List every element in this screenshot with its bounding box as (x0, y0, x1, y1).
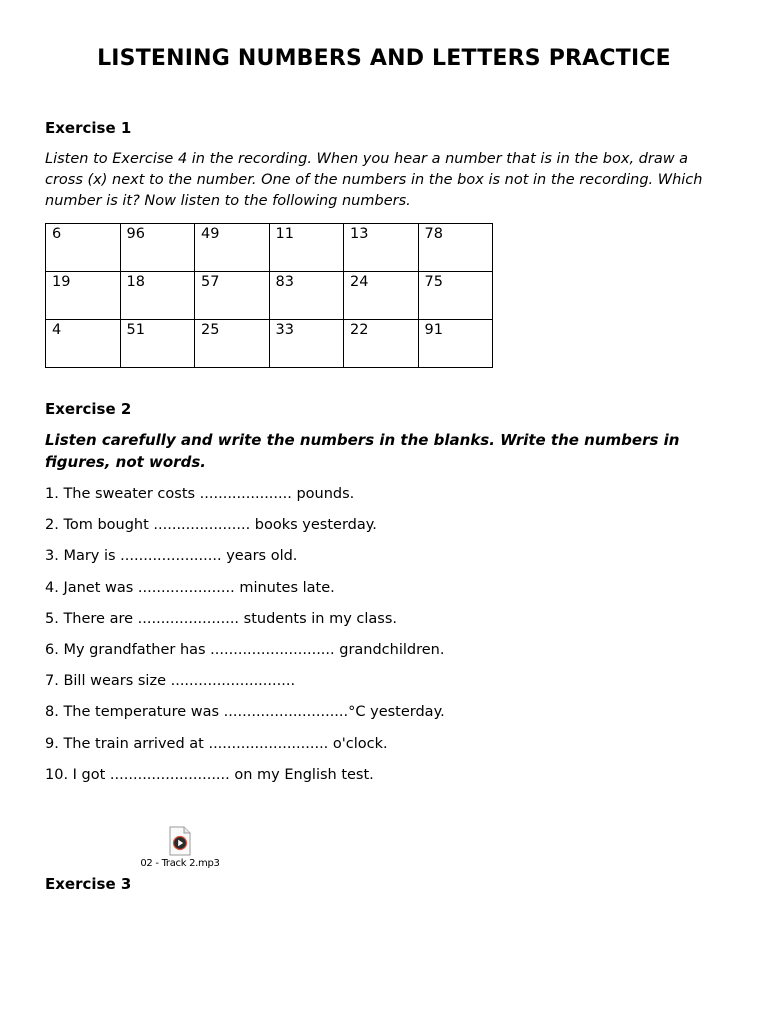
grid-cell: 49 (195, 224, 270, 272)
grid-cell: 13 (344, 224, 419, 272)
grid-cell: 75 (418, 272, 493, 320)
exercise-3-heading: Exercise 3 (45, 875, 132, 893)
list-item: 1. The sweater costs .................... pounds. (45, 486, 355, 502)
grid-cell: 96 (120, 224, 195, 272)
grid-cell: 4 (46, 320, 121, 368)
fill-in-list (45, 483, 725, 795)
grid-cell: 25 (195, 320, 270, 368)
grid-cell: 19 (46, 272, 121, 320)
page-title: LISTENING NUMBERS AND LETTERS PRACTICE (97, 46, 671, 71)
exercise-2-instruction: Listen carefully and write the numbers in the blanks. Write the numbers in figures, not words. (45, 431, 680, 471)
grid-cell: 83 (269, 272, 344, 320)
list-item: 3. Mary is ...................... years old. (45, 548, 298, 565)
exercise-1-heading: Exercise 1 (45, 119, 132, 137)
grid-cell: 11 (269, 224, 344, 272)
list-item: 8. The temperature was ...........................°C yesterday. (45, 704, 445, 721)
grid-row (46, 224, 493, 272)
list-item: 10. I got .......................... on my English test. (45, 766, 374, 783)
grid-row (46, 272, 493, 320)
grid-cell: 91 (418, 320, 493, 368)
grid-row (46, 320, 493, 368)
exercise-1-instruction: Listen to Exercise 4 in the recording. When you hear a number that is in the box, draw a cross (x) next to the number. One of the numbers in the box is not in the recording. Which number is it? Now listen to the following numbers. (45, 151, 703, 209)
list-item: 7. Bill wears size ........................... (45, 673, 296, 690)
list-item: 2. Tom bought ..................... books yesterday. (45, 517, 377, 534)
list-item: 9. The train arrived at .......................... o'clock. (45, 735, 388, 752)
list-item: 5. There are ...................... students in my class. (45, 610, 397, 627)
attachment-filename[interactable]: 02 - Track 2.mp3 (140, 858, 220, 869)
grid-cell: 57 (195, 272, 270, 320)
grid-cell: 78 (418, 224, 493, 272)
grid-cell: 18 (120, 272, 195, 320)
list-item: 6. My grandfather has ........................... grandchildren. (45, 641, 445, 658)
audio-attachment[interactable] (140, 826, 220, 869)
grid-cell: 51 (120, 320, 195, 368)
grid-cell: 22 (344, 320, 419, 368)
number-grid (45, 223, 493, 368)
grid-cell: 33 (269, 320, 344, 368)
exercise-2-heading: Exercise 2 (45, 400, 132, 418)
grid-cell: 6 (46, 224, 121, 272)
audio-file-icon (169, 826, 191, 856)
grid-cell: 24 (344, 272, 419, 320)
list-item: 4. Janet was ..................... minutes late. (45, 579, 335, 596)
